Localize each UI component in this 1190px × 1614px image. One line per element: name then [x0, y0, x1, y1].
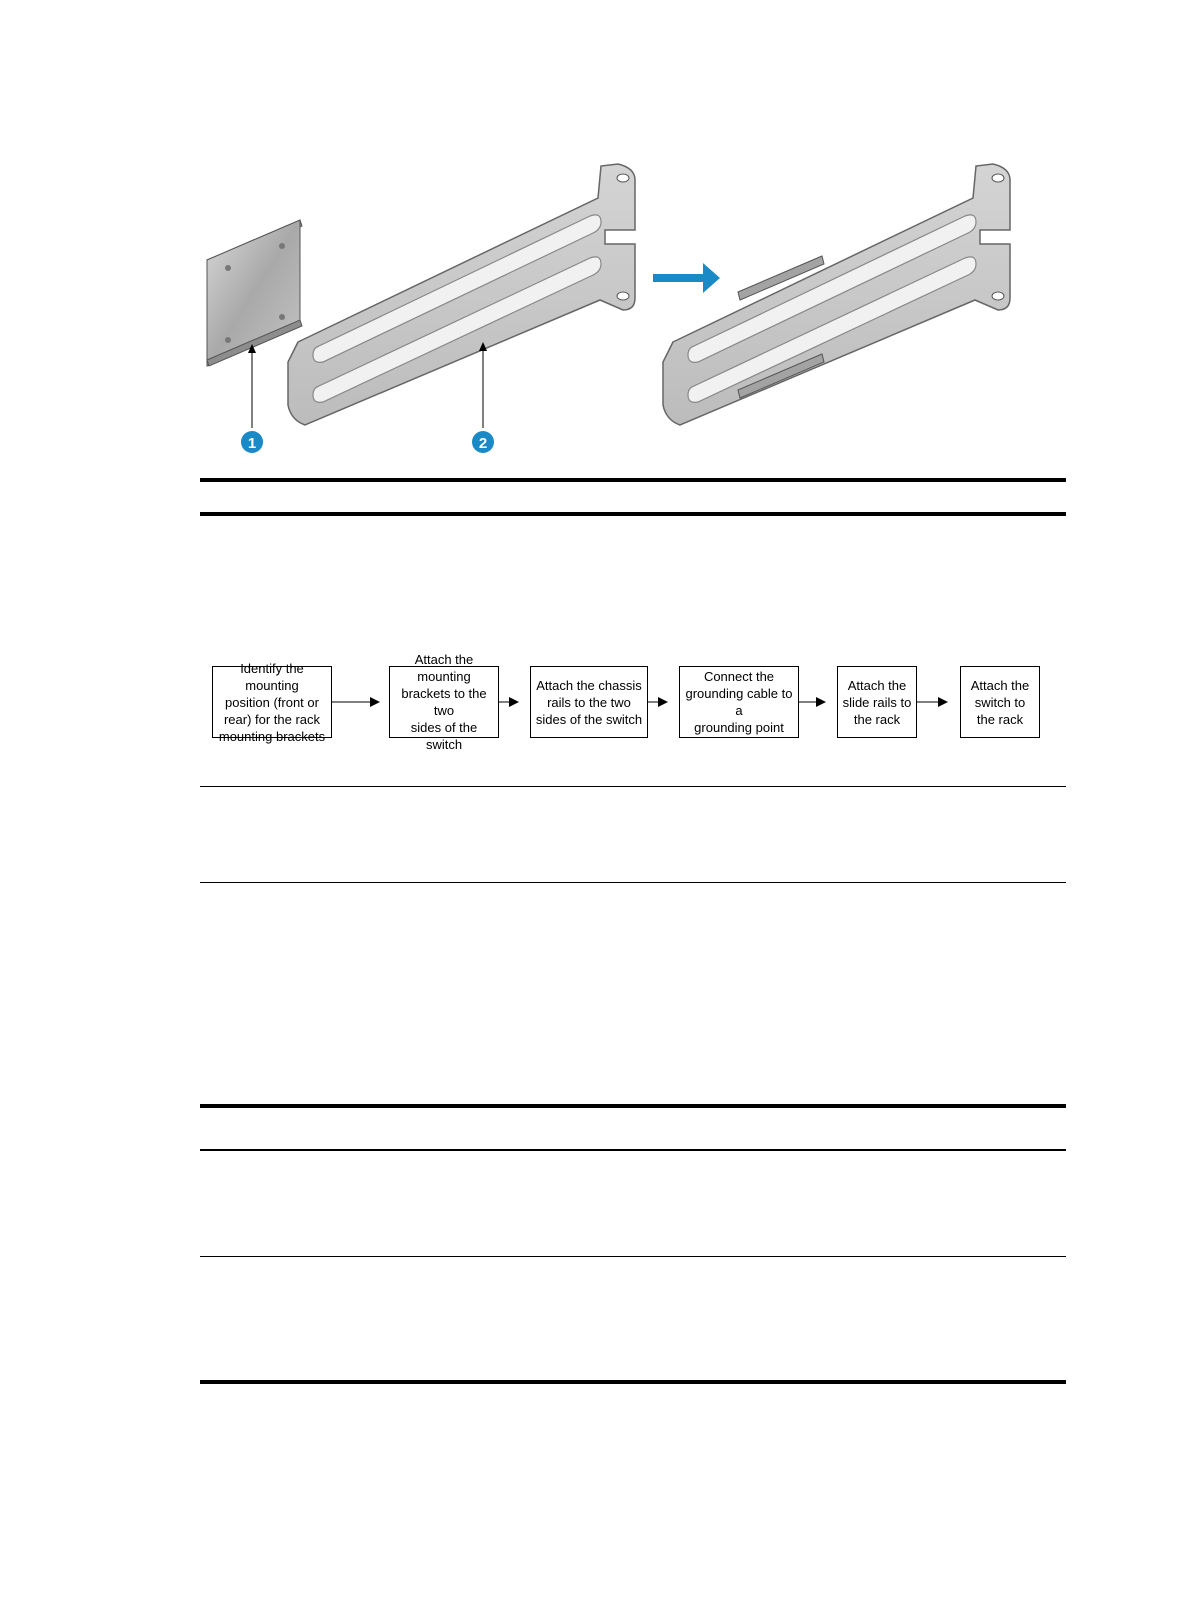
callout-1: [241, 431, 263, 453]
callout-2: [472, 431, 494, 453]
chassis-rail-assembled: [663, 164, 1010, 425]
table-bottom-rule-1: [200, 512, 1066, 516]
mounting-bracket-plate: [207, 220, 302, 366]
flow-step-2-label: Attach the mounting brackets to the two sides of the switch: [401, 652, 487, 752]
callout-1-label: 1: [247, 435, 257, 452]
flow-arrow-3: [658, 697, 668, 707]
flow-arrow-5: [938, 697, 948, 707]
flow-arrow-2: [509, 697, 519, 707]
flow-arrow-1: [370, 697, 380, 707]
flow-step-4-label: Connect the grounding cable to a grounding point: [685, 669, 793, 735]
section-rule-1: [200, 786, 1066, 787]
flow-step-3-label: Attach the chassis rails to the two sides of the switch: [535, 677, 643, 727]
table-row-rule-2: [200, 1256, 1066, 1257]
table-top-rule-2: [200, 1104, 1066, 1108]
flow-step-1: [212, 660, 332, 744]
installation-flowchart: [200, 652, 1066, 752]
flow-step-1-label: Identify the mounting position (front or rear) for the rack mounting brackets: [218, 660, 326, 744]
flow-step-6-label: Attach the switch to the rack: [970, 677, 1030, 727]
table-header-rule-2: [200, 1149, 1066, 1151]
callout-2-label: 2: [478, 435, 488, 452]
rail-illustration: [195, 150, 1055, 470]
flow-step-3: [530, 666, 648, 738]
chassis-rail-left: [288, 164, 635, 425]
flow-step-6: [960, 666, 1040, 738]
flow-arrow-4: [816, 697, 826, 707]
flow-step-4: [679, 666, 799, 738]
right-arrow-icon: [653, 263, 720, 293]
flow-step-5-label: Attach the slide rails to the rack: [842, 677, 912, 727]
table-bottom-rule-2: [200, 1380, 1066, 1384]
table-top-rule-1: [200, 478, 1066, 482]
flow-step-2: [389, 652, 499, 752]
section-rule-2: [200, 882, 1066, 883]
flow-step-5: [837, 666, 917, 738]
